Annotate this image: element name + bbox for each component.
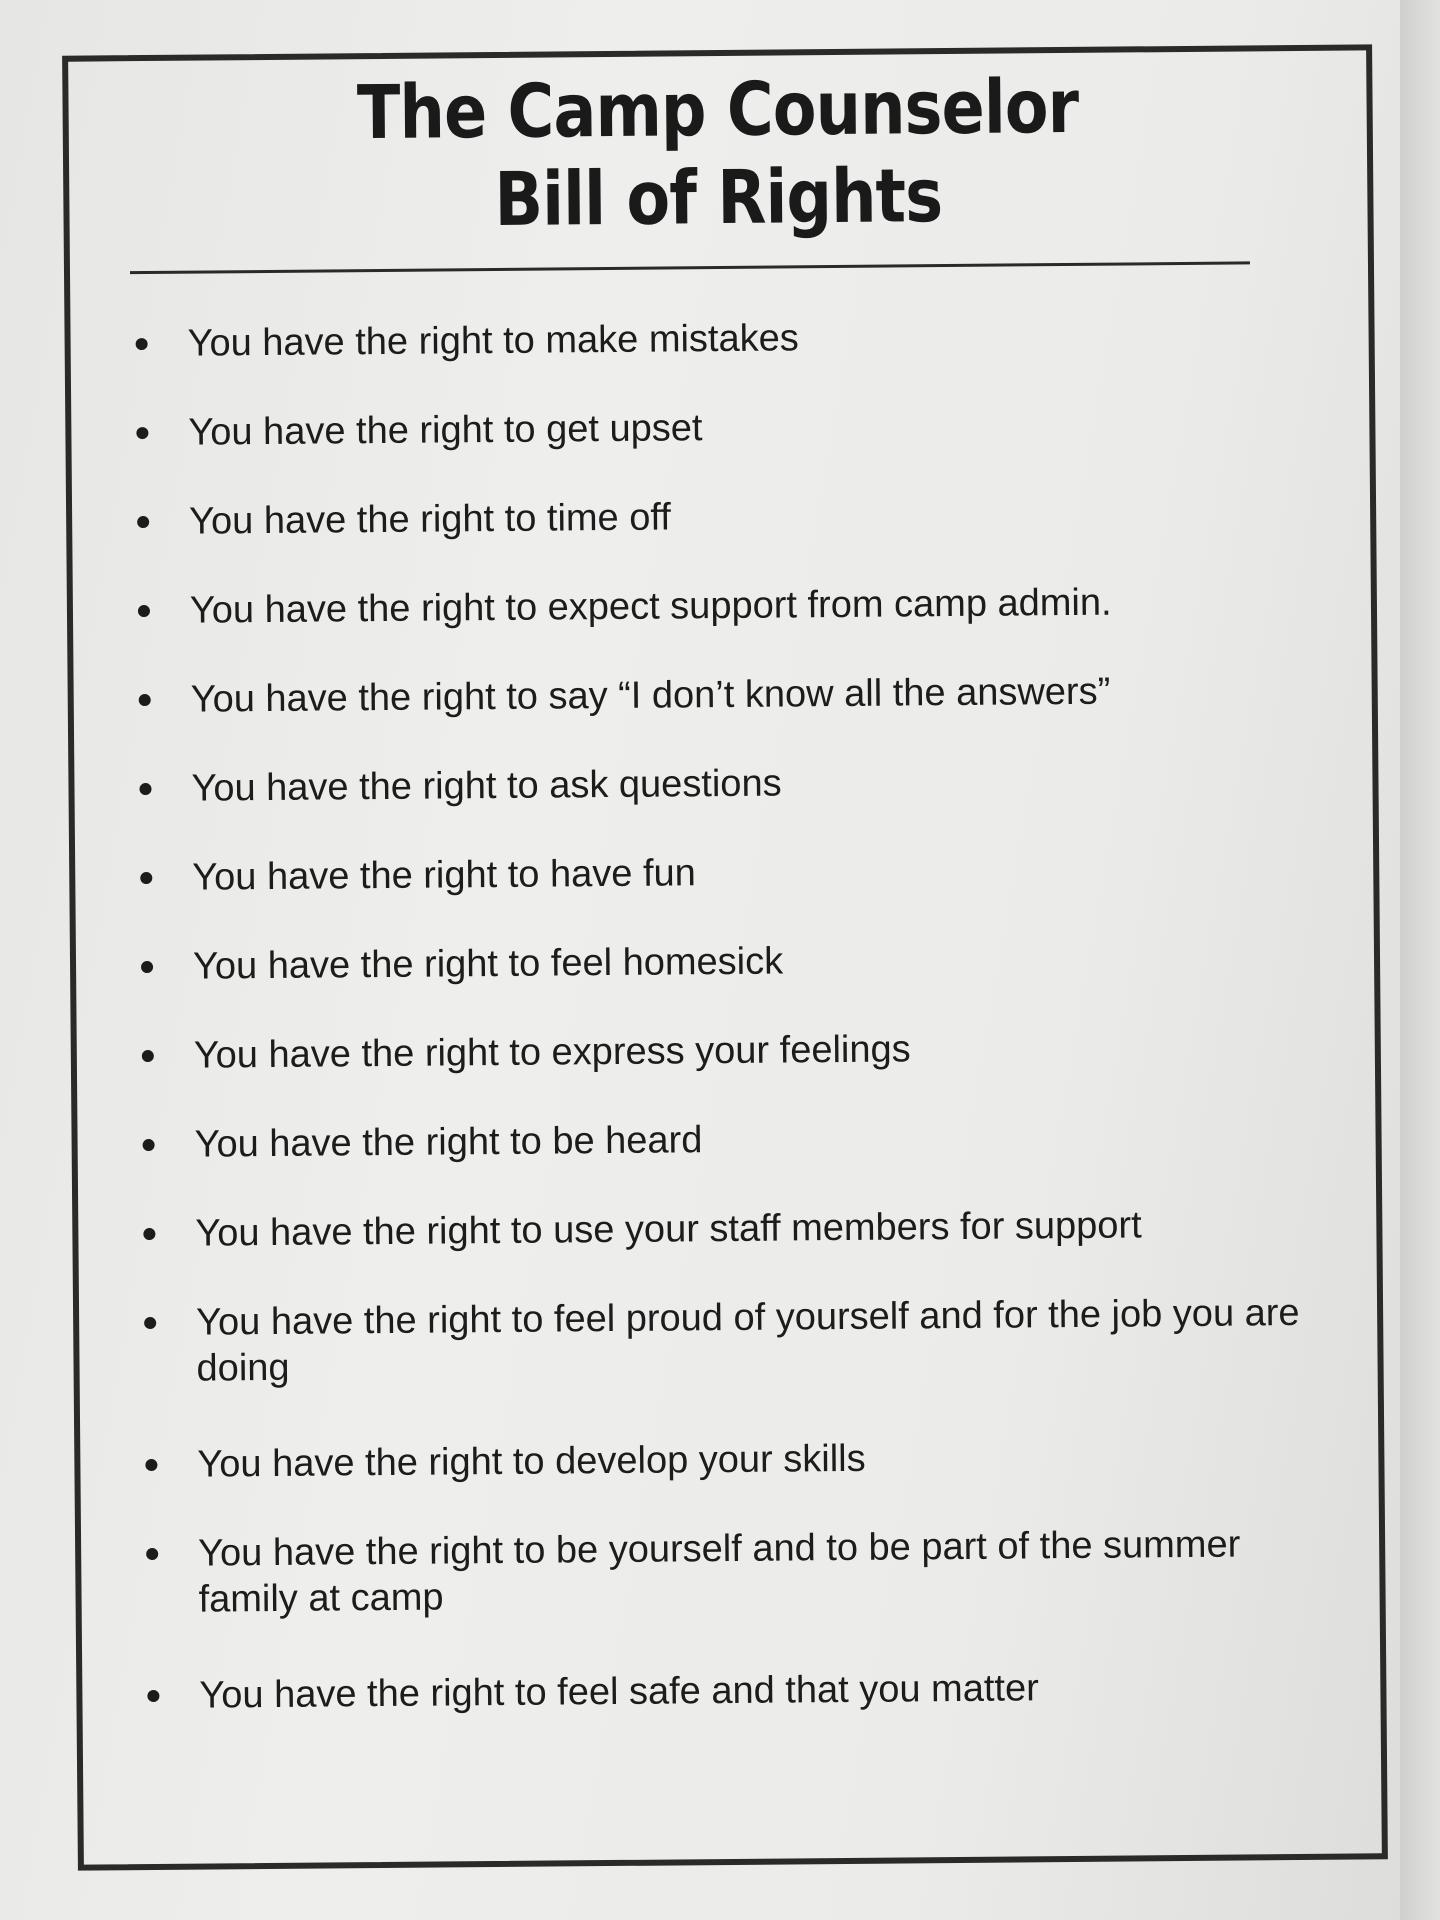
right-text: You have the right to express your feelings [193, 1028, 911, 1077]
bullet-icon [146, 1548, 158, 1560]
right-text: You have the right to expect support from camp admin. [189, 581, 1112, 632]
bullet-icon [136, 338, 148, 350]
right-text: You have the right to say “I don’t know all the answers” [190, 670, 1111, 721]
list-item [141, 934, 1301, 990]
right-text: You have the right to feel homesick [192, 940, 784, 988]
bullet-icon [140, 872, 152, 884]
title-line-2: Bill of Rights [494, 153, 943, 243]
list-item [143, 1201, 1303, 1257]
bullet-icon [147, 1690, 159, 1702]
list-item [137, 489, 1297, 545]
right-text: You have the right to feel safe and that you matter [199, 1667, 1039, 1717]
list-item [139, 667, 1299, 723]
list-item [135, 311, 1295, 367]
document-frame [62, 44, 1388, 1870]
bullet-icon [139, 783, 151, 795]
right-text: You have the right to develop your skills [197, 1437, 866, 1486]
list-item [142, 1023, 1302, 1079]
list-item [142, 1112, 1302, 1168]
right-text: You have the right to get upset [188, 407, 703, 454]
list-item [138, 578, 1298, 634]
right-text: You have the right to use your staff members for support [195, 1204, 1142, 1255]
bullet-icon [139, 694, 151, 706]
right-text: You have the right to be heard [194, 1119, 703, 1166]
adjacent-page-edge [1400, 0, 1440, 1920]
title-line-1: The Camp Counselor [356, 63, 1079, 157]
bullet-icon [138, 605, 150, 617]
right-text: You have the right to have fun [192, 852, 696, 899]
rights-list [135, 311, 1308, 1762]
right-text: You have the right to time off [188, 496, 672, 543]
list-item [146, 1521, 1307, 1623]
bullet-icon [137, 516, 149, 528]
document-title [68, 60, 1367, 247]
right-text: You have the right to make mistakes [187, 317, 799, 365]
list-item [140, 845, 1300, 901]
list-item [136, 400, 1296, 456]
right-text: You have the right to ask questions [191, 762, 782, 810]
list-item [145, 1432, 1305, 1488]
bullet-icon [144, 1317, 156, 1329]
bullet-icon [136, 427, 148, 439]
list-item [139, 756, 1299, 812]
title-divider [130, 261, 1250, 274]
right-text: You have the right to feel proud of yourself and for the job you are doing [195, 1292, 1300, 1390]
bullet-icon [145, 1459, 157, 1471]
bullet-icon [141, 961, 153, 973]
bullet-icon [143, 1228, 155, 1240]
right-text: You have the right to be yourself and to be part of the summer family at camp [197, 1523, 1241, 1621]
bullet-icon [143, 1139, 155, 1151]
list-item [147, 1663, 1307, 1719]
list-item [144, 1290, 1305, 1392]
bullet-icon [142, 1050, 154, 1062]
